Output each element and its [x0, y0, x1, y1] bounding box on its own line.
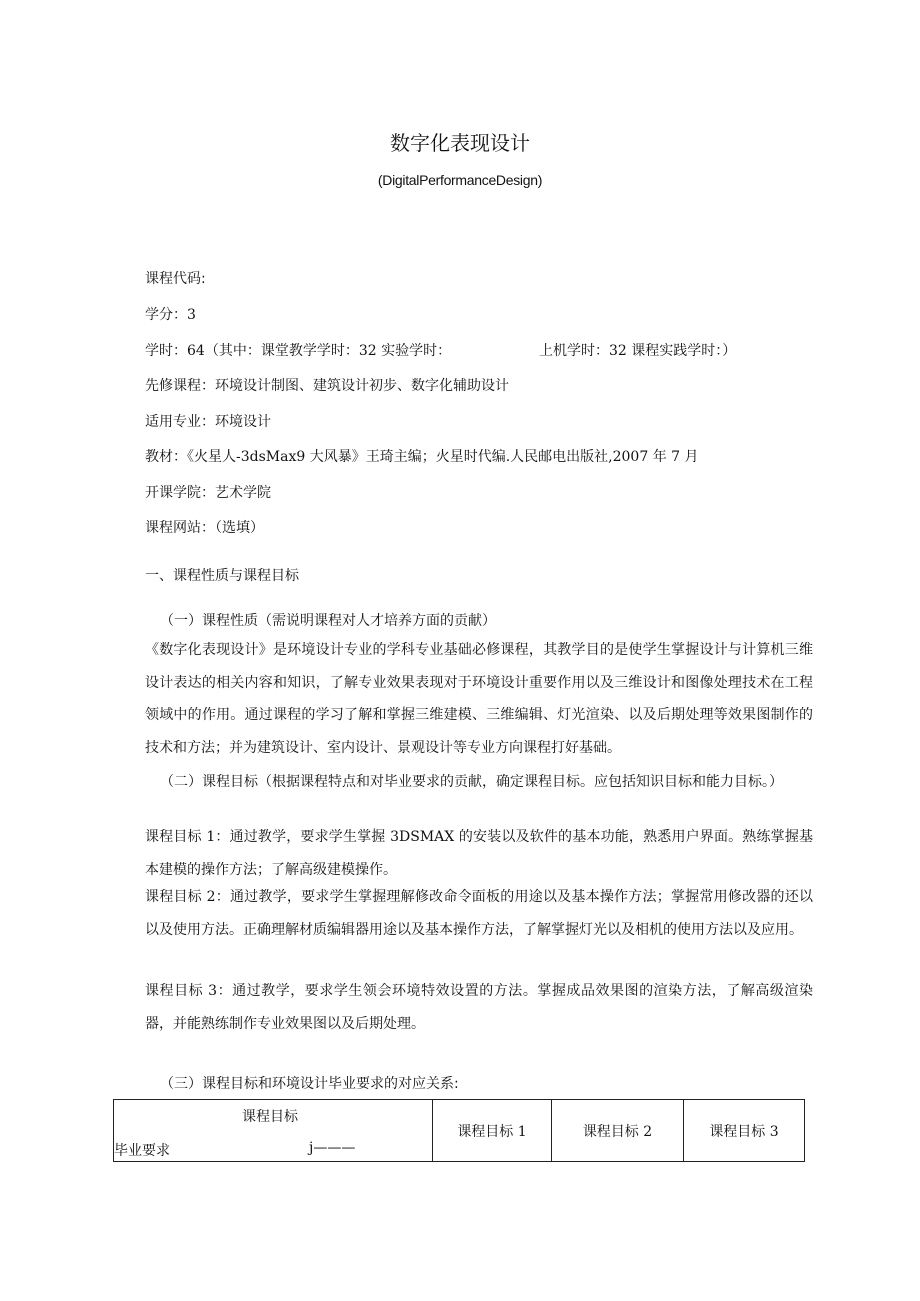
course-website-label: 课程网站 — [145, 520, 201, 536]
course-website-value: ：（选填） — [201, 520, 264, 536]
hours-main: 学时：64（其中：课堂教学学时：32 实验学时： — [145, 343, 452, 359]
mapping-table — [113, 1099, 805, 1162]
nature-heading: （一）课程性质（需说明课程对人才培养方面的贡献） — [160, 613, 496, 629]
course-code: 课程代码: — [145, 271, 206, 287]
applicable-major: 适用专业：环境设计 — [145, 414, 271, 430]
credits: 学分：3 — [145, 307, 196, 323]
hours-extra: 上机学时：32 课程实践学时：） — [539, 343, 737, 359]
corner-bottom-label: 毕业要求 — [114, 1143, 170, 1159]
nature-paragraph: 《数字化表现设计》是环境设计专业的学科专业基础必修课程，其教学目的是使学生掌握设计与计算机三维设计表达的相关内容和知识，了解专业效果表现对于环境设计重要作用以及三维设计和图像处理技术在工程领域中的作用。通过课程的学习了解和掌握三维建模、三维编辑、灯光渲染、以及后期处理等效果图制作的技术和方法；并为建筑设计、室内设计、景观设计等专业方向课程打好基础。 — [145, 642, 813, 756]
textbook-value: ：《火星人-3dsMax9 大风暴》王琦主编；火星时代编.人民邮电出版社,2007 年 7 月 — [173, 449, 699, 465]
column-header-goal-2: 课程目标 2 — [552, 1100, 684, 1162]
goals-heading-prefix: （二） — [160, 774, 202, 790]
goal-1 — [145, 821, 813, 886]
prerequisites — [145, 375, 509, 395]
mapping-heading: （三）课程目标和环境设计毕业要求的对应关系: — [160, 1076, 459, 1092]
textbook — [145, 446, 699, 466]
goals-heading-text: （根据课程特点和对毕业要求的贡献，确定课程目标。应包括知识目标和能力目标。） — [258, 774, 783, 790]
course-website — [145, 517, 264, 537]
textbook-label: 教材 — [145, 449, 173, 465]
goal-2: 课程目标 2：通过教学，要求学生掌握理解修改命令面板的用途以及基本操作方法；掌握常用修改器的还以以及使用方法。正确理解材质编辑器用途以及基本操作方法，了解掌握灯光以及相机的使用方法以及应用。 — [145, 889, 813, 938]
page-title: 数字化表现设计 — [390, 131, 530, 155]
page-subtitle: (DigitalPerformanceDesign) — [377, 172, 543, 188]
section-heading: 一、课程性质与课程目标 — [145, 568, 299, 584]
corner-top-label: 课程目标 — [242, 1109, 298, 1125]
offering-college: 开课学院：艺术学院 — [145, 485, 271, 501]
corner-cell — [114, 1100, 433, 1162]
prerequisites-label: 先修课程 — [145, 378, 201, 394]
corner-mark: j——— — [309, 1140, 356, 1156]
goals-heading-label: 课程目标 — [202, 774, 258, 790]
table-header-row — [114, 1100, 805, 1162]
goals-heading — [160, 766, 813, 799]
column-header-goal-3: 课程目标 3 — [684, 1100, 805, 1162]
goal-1-text: 课程目标 1：通过教学，要求学生掌握 3DSMAX 的安装以及软件的基本功能，熟悉用户界面。熟练掌握基本建模的操作方法；了解高级建模操作。 — [145, 829, 813, 878]
column-header-goal-1: 课程目标 1 — [433, 1100, 552, 1162]
prerequisites-value: ：环境设计制图、建筑设计初步、数字化辅助设计 — [201, 378, 509, 394]
goal-3: 课程目标 3：通过教学，要求学生领会环境特效设置的方法。掌握成品效果图的渲染方法，了解高级渲染器，并能熟练制作专业效果图以及后期处理。 — [145, 983, 813, 1032]
